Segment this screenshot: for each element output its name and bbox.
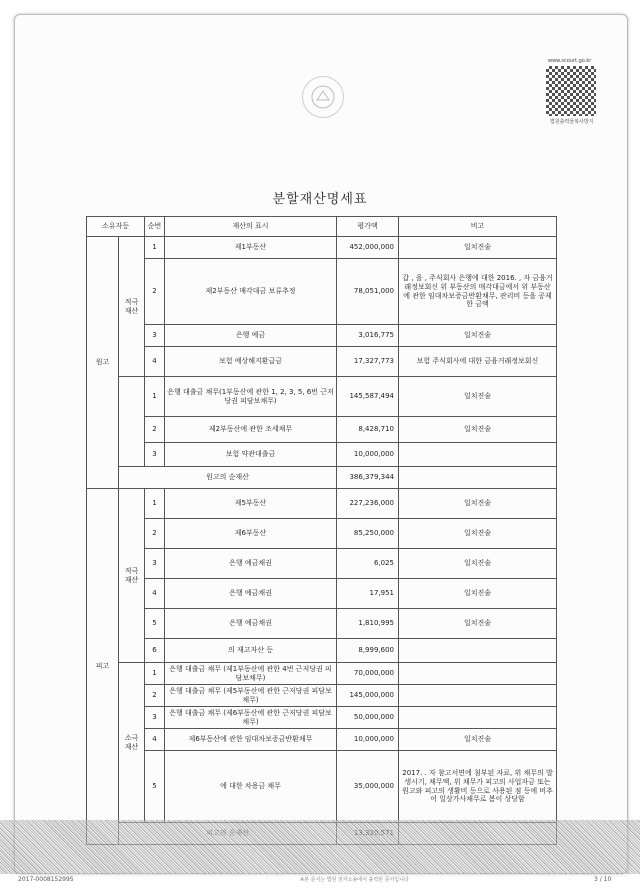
property-note — [399, 707, 557, 729]
property-desc: 은행 예금채권 — [165, 609, 337, 639]
column-header: 비고 — [399, 217, 557, 237]
property-note: 일치진술 — [399, 579, 557, 609]
property-amount: 3,016,775 — [337, 325, 399, 347]
category-label: 소극 재산 — [119, 663, 145, 823]
row-number: 3 — [145, 707, 165, 729]
row-number: 3 — [145, 549, 165, 579]
table-row — [87, 579, 557, 609]
property-note: 일치진술 — [399, 237, 557, 259]
property-amount: 35,000,000 — [337, 751, 399, 823]
court-seal-icon — [302, 76, 344, 118]
property-desc: 에 대한 차용금 채무 — [165, 751, 337, 823]
property-note: 보험 주식회사에 대한 금융거래정보회신 — [399, 347, 557, 377]
qr-caption: 법원출력물복사방지 — [550, 119, 594, 125]
property-amount: 50,000,000 — [337, 707, 399, 729]
row-number: 2 — [145, 519, 165, 549]
row-number: 3 — [145, 443, 165, 467]
column-header: 재산의 표시 — [165, 217, 337, 237]
property-note: 일치진술 — [399, 729, 557, 751]
property-amount: 10,000,000 — [337, 729, 399, 751]
table-row — [87, 729, 557, 751]
property-note — [399, 663, 557, 685]
table-row — [87, 443, 557, 467]
property-note — [399, 443, 557, 467]
table-row — [87, 237, 557, 259]
property-amount: 85,250,000 — [337, 519, 399, 549]
table-row — [87, 751, 557, 823]
table-row — [87, 417, 557, 443]
property-desc: 제5부동산 — [165, 489, 337, 519]
property-desc: 제6부동산 — [165, 519, 337, 549]
property-note: 일치진술 — [399, 549, 557, 579]
row-number: 4 — [145, 347, 165, 377]
row-number: 1 — [145, 663, 165, 685]
table-row — [87, 663, 557, 685]
net-asset-row — [87, 467, 557, 489]
table-row — [87, 685, 557, 707]
owner-cell: 피고 — [87, 489, 119, 845]
property-amount: 78,051,000 — [337, 259, 399, 325]
row-number: 6 — [145, 639, 165, 663]
table-row — [87, 549, 557, 579]
property-desc: 제2부동산에 관한 조세채무 — [165, 417, 337, 443]
property-desc: 은행 예금채권 — [165, 579, 337, 609]
page-number: 3 / 10 — [594, 876, 612, 883]
net-asset-note — [399, 467, 557, 489]
category-label: 적극 재산 — [119, 489, 145, 663]
property-desc: 은행 대출금 채무 (제1부동산에 관한 4번 근저당권 피담보채무) — [165, 663, 337, 685]
property-amount: 6,025 — [337, 549, 399, 579]
table-row — [87, 259, 557, 325]
property-amount: 10,000,000 — [337, 443, 399, 467]
property-amount: 17,327,773 — [337, 347, 399, 377]
row-number: 1 — [145, 237, 165, 259]
net-asset-label: 원고의 순재산 — [119, 467, 337, 489]
property-desc: 제6부동산에 관한 임대차보증금반환채무 — [165, 729, 337, 751]
scan-noise-band — [0, 820, 640, 874]
row-number: 2 — [145, 259, 165, 325]
row-number: 1 — [145, 377, 165, 417]
property-amount: 70,000,000 — [337, 663, 399, 685]
table-row — [87, 489, 557, 519]
category-label — [119, 377, 145, 467]
owner-cell: 원고 — [87, 237, 119, 489]
document-number: 2017-0008152995 — [18, 876, 74, 883]
row-number: 4 — [145, 729, 165, 751]
column-header: 순번 — [145, 217, 165, 237]
net-asset-amount: 386,379,344 — [337, 467, 399, 489]
property-note — [399, 685, 557, 707]
property-desc: 은행 대출금 채무(1부동산에 관한 1, 2, 3, 5, 6번 근저당권 피담보채무) — [165, 377, 337, 417]
property-amount: 145,000,000 — [337, 685, 399, 707]
property-amount: 17,951 — [337, 579, 399, 609]
property-amount: 8,428,710 — [337, 417, 399, 443]
property-amount: 1,810,995 — [337, 609, 399, 639]
table-row — [87, 609, 557, 639]
row-number: 5 — [145, 609, 165, 639]
column-header: 소유자등 — [87, 217, 145, 237]
property-desc: 은행 예금 — [165, 325, 337, 347]
property-desc: 보험 예상해지환급금 — [165, 347, 337, 377]
row-number: 1 — [145, 489, 165, 519]
row-number: 2 — [145, 685, 165, 707]
table-row — [87, 377, 557, 417]
property-note: 일치진술 — [399, 489, 557, 519]
property-amount: 145,587,494 — [337, 377, 399, 417]
category-label: 적극 재산 — [119, 237, 145, 377]
property-desc: 은행 예금채권 — [165, 549, 337, 579]
footer-note: ※본 문서는 법원 전자소송에서 출력된 문서입니다 — [300, 877, 409, 883]
property-desc: 보험 약관대출금 — [165, 443, 337, 467]
row-number: 5 — [145, 751, 165, 823]
column-header: 평가액 — [337, 217, 399, 237]
property-note: 일치진술 — [399, 325, 557, 347]
qr-url: www.scourt.go.kr — [548, 58, 592, 64]
row-number: 3 — [145, 325, 165, 347]
table-row — [87, 707, 557, 729]
property-table — [86, 216, 557, 845]
table-row — [87, 519, 557, 549]
property-desc: 은행 대출금 채무 (제6부동산에 관한 근저당권 피담보채무) — [165, 707, 337, 729]
property-note: 갑 , 을 , 주식회사 은행에 대한 2016. , 자 금융거래정보회신 위 부동산의 매각대금에서 위 부동산에 관한 임대차보증금반환채무, 관리비 등을 공제한 금액 — [399, 259, 557, 325]
property-amount: 227,236,000 — [337, 489, 399, 519]
row-number: 4 — [145, 579, 165, 609]
property-desc: 은행 대출금 채무 (제5부동산에 관한 근저당권 피담보채무) — [165, 685, 337, 707]
property-desc: 제1부동산 — [165, 237, 337, 259]
table-row — [87, 639, 557, 663]
property-note: 일치진술 — [399, 377, 557, 417]
qr-code-icon — [546, 66, 596, 116]
page-title: 분할재산명세표 — [272, 192, 368, 207]
property-desc: 제2부동산 매각대금 보류추정 — [165, 259, 337, 325]
property-note: 2017. . 자 참고서면에 첨부된 자료, 위 채무의 발생시기, 채무액, 위 채무가 피고의 사업자금 또는 원고와 피고의 생활비 등으로 사용된 점 등에 비추어 일상가사채무로 봄이 상당함 — [399, 751, 557, 823]
row-number: 2 — [145, 417, 165, 443]
property-note: 일치진술 — [399, 519, 557, 549]
property-note: 일치진술 — [399, 417, 557, 443]
property-amount: 8,999,600 — [337, 639, 399, 663]
property-note — [399, 639, 557, 663]
property-desc: 의 재고자산 등 — [165, 639, 337, 663]
table-row — [87, 347, 557, 377]
property-note: 일치진술 — [399, 609, 557, 639]
property-amount: 452,000,000 — [337, 237, 399, 259]
table-row — [87, 325, 557, 347]
